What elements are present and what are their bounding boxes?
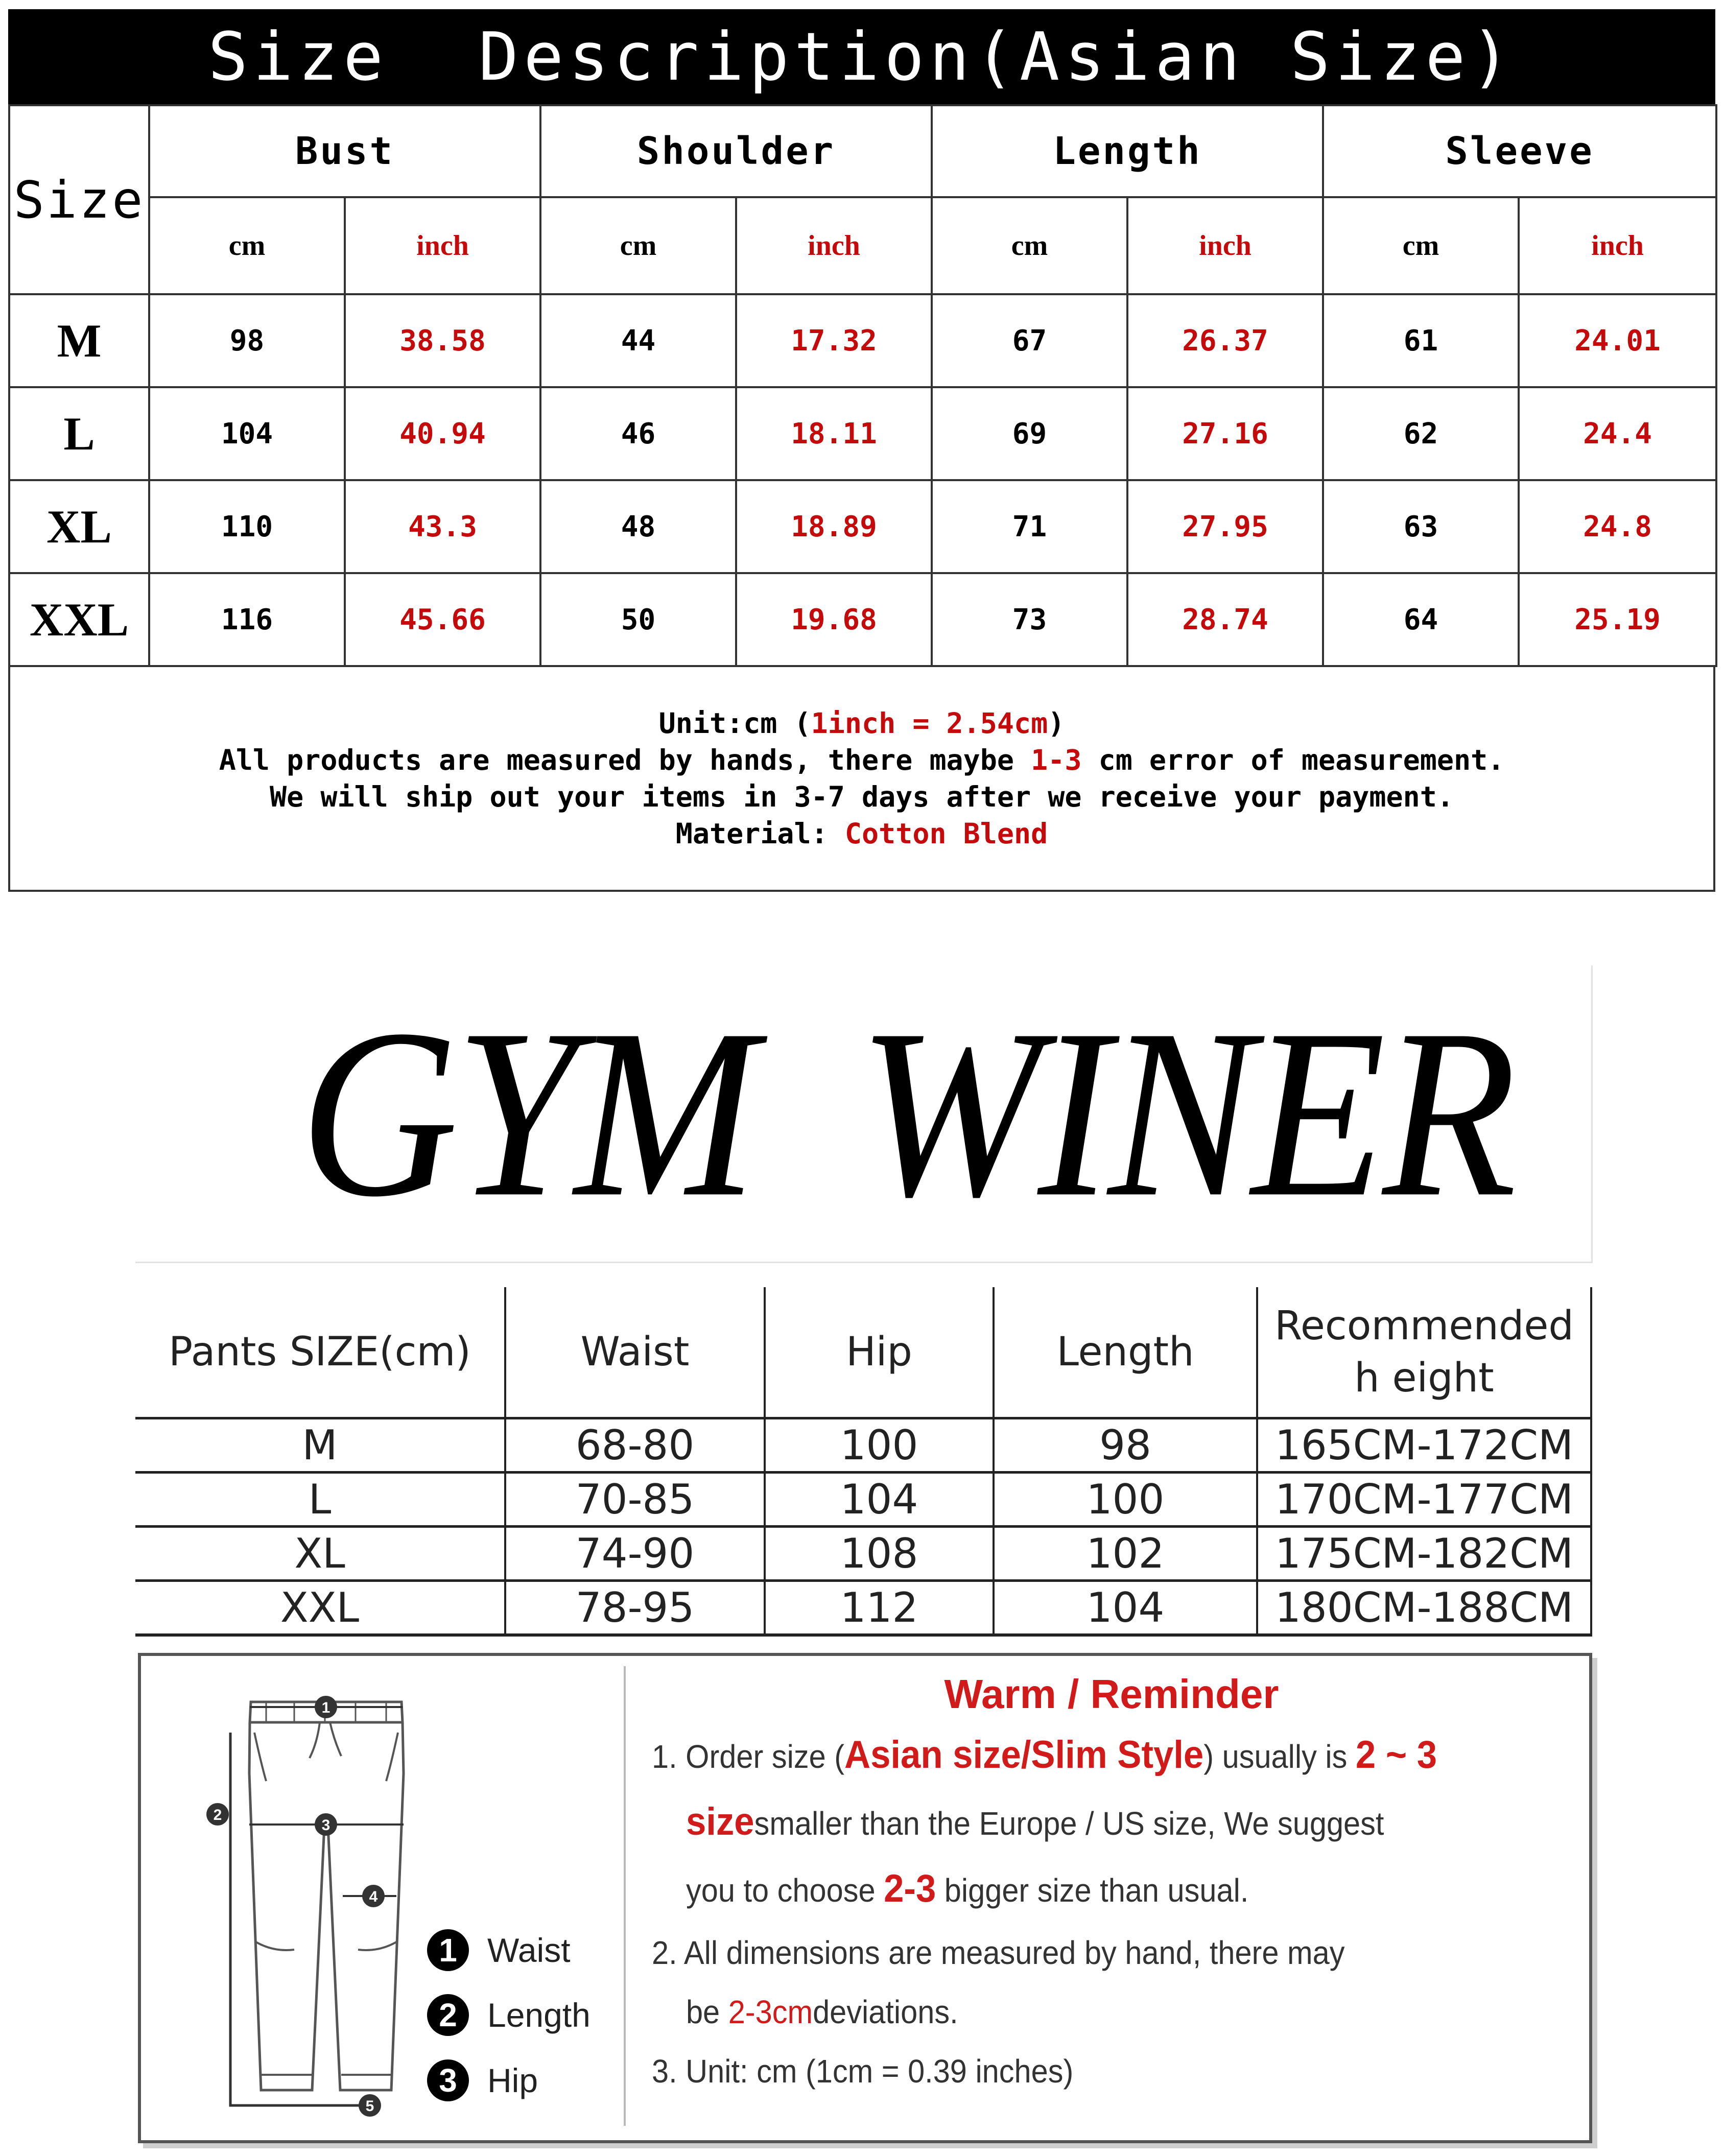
- unit-cm: cm: [540, 197, 736, 294]
- table-cell: 48: [540, 480, 736, 573]
- table-cell: 18.11: [736, 387, 932, 480]
- legend-length: [427, 1994, 591, 2036]
- table-cell: 74-90: [505, 1527, 765, 1581]
- reminder-item-3: 3. Unit: cm (1cm = 0.39 inches): [652, 2053, 1074, 2090]
- legend-label: Hip: [487, 2062, 538, 2099]
- reminder-highlight: Asian size/Slim Style: [844, 1733, 1204, 1776]
- table-cell: 24.4: [1519, 387, 1716, 480]
- table-row: [135, 1473, 1591, 1527]
- size-label: XL: [9, 480, 149, 573]
- table-cell: 64: [1323, 573, 1519, 666]
- panel-divider: [624, 1666, 626, 2126]
- reminder-text-run: you to choose: [686, 1872, 884, 1909]
- measure-note-text: All products are measured by hands, there maybe: [219, 744, 1031, 776]
- table-cell: 104: [149, 387, 345, 480]
- table-cell: 63: [1323, 480, 1519, 573]
- table-cell: 61: [1323, 294, 1519, 387]
- legend-number: 2: [427, 1994, 469, 2036]
- table-cell: 102: [994, 1527, 1257, 1581]
- table-cell: 50: [540, 573, 736, 666]
- size-table: [8, 104, 1717, 667]
- table-cell: 100: [765, 1418, 994, 1473]
- table-cell: 46: [540, 387, 736, 480]
- table-row: [135, 1418, 1591, 1473]
- brand-banner: [135, 965, 1593, 1263]
- table-cell: 170CM-177CM: [1257, 1473, 1591, 1527]
- legend-label: Waist: [487, 1931, 571, 1969]
- reminder-text-run: be: [686, 1994, 728, 2030]
- unit-inch: inch: [345, 197, 540, 294]
- table-cell: 44: [540, 294, 736, 387]
- table-cell: XL: [135, 1527, 505, 1581]
- pants-header-waist: Waist: [505, 1287, 765, 1418]
- group-header-length: Length: [932, 105, 1323, 197]
- table-row: [135, 1581, 1591, 1636]
- table-cell: 62: [1323, 387, 1519, 480]
- table-cell: 100: [994, 1473, 1257, 1527]
- diagram-marker: 4: [369, 1888, 378, 1905]
- table-cell: 180CM-188CM: [1257, 1581, 1591, 1636]
- table-cell: 38.58: [345, 294, 540, 387]
- group-header-shoulder: Shoulder: [540, 105, 932, 197]
- table-cell: 73: [932, 573, 1127, 666]
- shipping-note: We will ship out your items in 3-7 days after we receive your payment.: [270, 780, 1454, 813]
- reminder-text-run: deviations.: [813, 1994, 958, 2030]
- size-notes: [8, 667, 1715, 892]
- material-label: Material:: [675, 817, 845, 850]
- legend-label: Length: [487, 1996, 591, 2034]
- group-header-bust: Bust: [149, 105, 540, 197]
- unit-note-text: Unit:cm (: [658, 707, 811, 740]
- material-value: Cotton Blend: [844, 817, 1048, 850]
- table-row: [9, 480, 1716, 573]
- table-row: [9, 294, 1716, 387]
- table-row: [9, 387, 1716, 480]
- table-cell: 98: [149, 294, 345, 387]
- size-label: L: [9, 387, 149, 480]
- unit-note: [659, 705, 1065, 742]
- reminder-text: [652, 1666, 1571, 2101]
- reminder-text-run: bigger size than usual.: [936, 1872, 1249, 1909]
- unit-inch: inch: [1519, 197, 1716, 294]
- table-cell: 98: [994, 1418, 1257, 1473]
- table-cell: 104: [994, 1581, 1257, 1636]
- table-cell: 69: [932, 387, 1127, 480]
- table-cell: 71: [932, 480, 1127, 573]
- unit-cm: cm: [1323, 197, 1519, 294]
- group-header-sleeve: Sleeve: [1323, 105, 1716, 197]
- table-cell: 108: [765, 1527, 994, 1581]
- measure-note: [219, 742, 1505, 778]
- reminder-item-2: 2. All dimensions are measured by hand, there may: [652, 1934, 1345, 1971]
- legend-number: 3: [427, 2059, 469, 2101]
- table-cell: 18.89: [736, 480, 932, 573]
- diagram-marker: 1: [321, 1699, 330, 1716]
- reminder-item-2-cont: [652, 1982, 1507, 2042]
- pants-size-table: [135, 1287, 1592, 1637]
- reminder-panel: [138, 1653, 1592, 2143]
- pants-header-size: Pants SIZE(cm): [135, 1287, 505, 1418]
- table-cell: M: [135, 1418, 505, 1473]
- table-cell: 45.66: [345, 573, 540, 666]
- legend-hip: [427, 2059, 538, 2101]
- size-chart-title: Size Description(Asian Size): [8, 9, 1715, 104]
- reminder-item-1-cont: [652, 1789, 1507, 1856]
- table-cell: 110: [149, 480, 345, 573]
- reminder-title: Warm / Reminder: [944, 1671, 1279, 1717]
- table-cell: 43.3: [345, 480, 540, 573]
- table-cell: 24.8: [1519, 480, 1716, 573]
- table-cell: 25.19: [1519, 573, 1716, 666]
- size-column-header: Size: [9, 105, 149, 294]
- table-cell: 175CM-182CM: [1257, 1527, 1591, 1581]
- reminder-item-1: [652, 1722, 1507, 1789]
- pants-diagram: [141, 1656, 626, 2140]
- table-cell: 24.01: [1519, 294, 1716, 387]
- table-cell: 104: [765, 1473, 994, 1527]
- table-cell: 40.94: [345, 387, 540, 480]
- table-cell: 27.16: [1127, 387, 1323, 480]
- unit-note-text: ): [1048, 707, 1065, 740]
- table-cell: 78-95: [505, 1581, 765, 1636]
- pants-outline-icon: [141, 1656, 427, 2140]
- diagram-marker: 2: [213, 1807, 222, 1823]
- table-cell: 68-80: [505, 1418, 765, 1473]
- brand-logo: GYM WINER: [299, 980, 1514, 1247]
- reminder-highlight: 2-3: [884, 1867, 936, 1910]
- table-row: [9, 573, 1716, 666]
- table-cell: 26.37: [1127, 294, 1323, 387]
- table-cell: 165CM-172CM: [1257, 1418, 1591, 1473]
- unit-cm: cm: [932, 197, 1127, 294]
- size-label: XXL: [9, 573, 149, 666]
- table-cell: 28.74: [1127, 573, 1323, 666]
- reminder-text-run: smaller than the Europe / US size, We suggest: [754, 1805, 1384, 1842]
- pants-header-length: Length: [994, 1287, 1257, 1418]
- measure-error-range: 1-3: [1031, 744, 1082, 776]
- reminder-highlight: 2 ~ 3: [1355, 1733, 1437, 1776]
- pants-header-height: Recommended h eight: [1257, 1287, 1591, 1418]
- pants-header-hip: Hip: [765, 1287, 994, 1418]
- asian-size-chart: [8, 9, 1715, 892]
- table-cell: 19.68: [736, 573, 932, 666]
- measure-note-text: cm error of measurement.: [1081, 744, 1505, 776]
- table-cell: 70-85: [505, 1473, 765, 1527]
- unit-cm: cm: [149, 197, 345, 294]
- table-cell: L: [135, 1473, 505, 1527]
- table-row: [135, 1527, 1591, 1581]
- table-cell: 112: [765, 1581, 994, 1636]
- table-cell: 67: [932, 294, 1127, 387]
- unit-conversion: 1inch = 2.54cm: [811, 707, 1048, 740]
- reminder-text-run: ) usually is: [1203, 1738, 1356, 1775]
- size-label: M: [9, 294, 149, 387]
- reminder-text-run: 1. Order size (: [652, 1738, 845, 1775]
- diagram-marker: 5: [365, 2098, 374, 2115]
- unit-inch: inch: [736, 197, 932, 294]
- legend-waist: [427, 1929, 571, 1971]
- unit-inch: inch: [1127, 197, 1323, 294]
- table-cell: 27.95: [1127, 480, 1323, 573]
- table-cell: 17.32: [736, 294, 932, 387]
- table-cell: 116: [149, 573, 345, 666]
- reminder-item-1-cont: [652, 1856, 1507, 1923]
- diagram-marker: 3: [321, 1817, 330, 1834]
- legend-number: 1: [427, 1929, 469, 1971]
- reminder-highlight: size: [686, 1800, 754, 1843]
- reminder-highlight: 2-3cm: [728, 1994, 813, 2030]
- material-note: [676, 815, 1048, 852]
- table-cell: XXL: [135, 1581, 505, 1636]
